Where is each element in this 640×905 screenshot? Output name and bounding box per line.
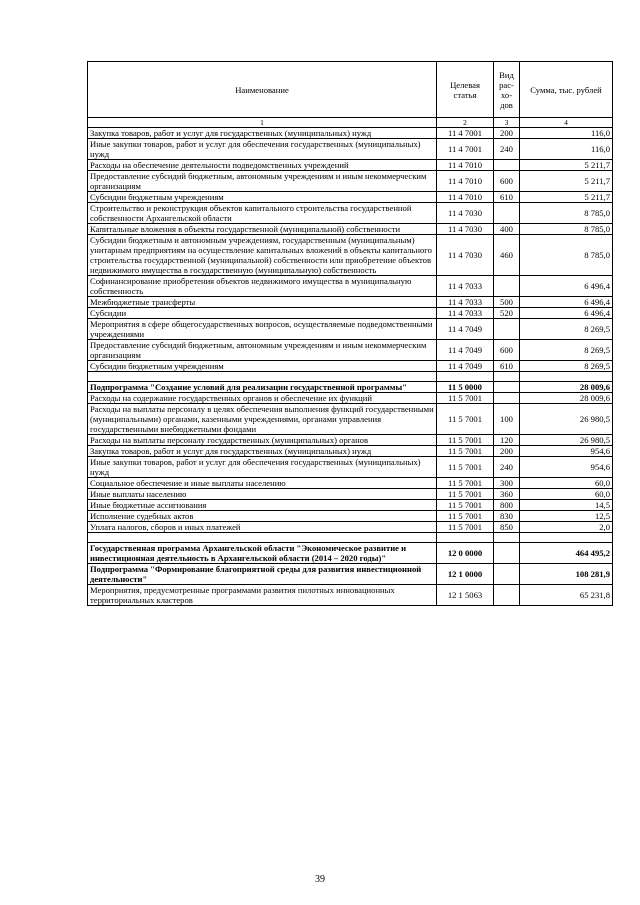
- code-cell: 11 4 7049: [437, 319, 494, 340]
- empty-cell: [520, 533, 613, 543]
- column-number: 4: [520, 118, 613, 128]
- code-cell: 11 5 7001: [437, 522, 494, 533]
- name-cell: Мероприятия в сфере общегосударственных вопросов, осуществляемые подведомственными учреждениями: [88, 319, 437, 340]
- sum-cell: 8 269,5: [520, 361, 613, 372]
- code-cell: 11 5 7001: [437, 511, 494, 522]
- kind-cell: 300: [494, 478, 520, 489]
- name-cell: Расходы на обеспечение деятельности подведомственных учреждений: [88, 160, 437, 171]
- table-row: [88, 128, 613, 139]
- name-cell: Расходы на выплаты персоналу в целях обеспечения выполнения функций государственными (муниципальными) органами, казенными учреждениями, органами управления государственными внебюджетными фондами: [88, 404, 437, 435]
- sum-cell: 116,0: [520, 139, 613, 160]
- kind-cell: 200: [494, 446, 520, 457]
- name-cell: Закупка товаров, работ и услуг для государственных (муниципальных) нужд: [88, 128, 437, 139]
- sum-cell: 28 009,6: [520, 382, 613, 393]
- kind-cell: 120: [494, 435, 520, 446]
- table-row: [88, 224, 613, 235]
- table-row: [88, 192, 613, 203]
- kind-cell: 460: [494, 235, 520, 276]
- table-row: [88, 361, 613, 372]
- name-cell: Субсидии: [88, 308, 437, 319]
- header-kind: Вид рас-хо-дов: [494, 62, 520, 118]
- kind-cell: 600: [494, 340, 520, 361]
- empty-cell: [437, 372, 494, 382]
- code-cell: 11 4 7010: [437, 171, 494, 192]
- empty-cell: [88, 372, 437, 382]
- kind-cell: 600: [494, 171, 520, 192]
- sum-cell: 5 211,7: [520, 192, 613, 203]
- name-cell: Мероприятия, предусмотренные программами развития пилотных инновационных территориальных кластеров: [88, 585, 437, 606]
- code-cell: 11 4 7049: [437, 361, 494, 372]
- code-cell: 11 4 7001: [437, 128, 494, 139]
- kind-cell: [494, 585, 520, 606]
- budget-table-sheet: [87, 61, 612, 606]
- sum-cell: 8 785,0: [520, 203, 613, 224]
- kind-cell: 240: [494, 457, 520, 478]
- code-cell: 11 4 7033: [437, 308, 494, 319]
- table-row: [88, 235, 613, 276]
- name-cell: Субсидии бюджетным и автономным учреждениям, государственным (муниципальным) унитарным предприятиям на осуществление капитальных вложений в объекты капитального строительства государственной (муниципальной) собственности или приобретение объектов недвижимого имущества в государственную (муниципальную) собственность: [88, 235, 437, 276]
- empty-cell: [437, 533, 494, 543]
- name-cell: Строительство и реконструкция объектов капитального строительства государственной собственности Архангельской области: [88, 203, 437, 224]
- kind-cell: 850: [494, 522, 520, 533]
- name-cell: Предоставление субсидий бюджетным, автономным учреждениям и иным некоммерческим организациям: [88, 171, 437, 192]
- table-row: [88, 382, 613, 393]
- sum-cell: 954,6: [520, 457, 613, 478]
- sum-cell: 2,0: [520, 522, 613, 533]
- sum-cell: 8 269,5: [520, 340, 613, 361]
- kind-cell: 500: [494, 297, 520, 308]
- name-cell: Субсидии бюджетным учреждениям: [88, 361, 437, 372]
- code-cell: 11 5 0000: [437, 382, 494, 393]
- table-row: [88, 340, 613, 361]
- sum-cell: 6 496,4: [520, 297, 613, 308]
- code-cell: 12 1 5063: [437, 585, 494, 606]
- empty-cell: [494, 372, 520, 382]
- code-cell: 11 4 7030: [437, 235, 494, 276]
- name-cell: Иные бюджетные ассигнования: [88, 500, 437, 511]
- sum-cell: 5 211,7: [520, 171, 613, 192]
- column-number: 1: [88, 118, 437, 128]
- sum-cell: 60,0: [520, 489, 613, 500]
- sum-cell: 28 009,6: [520, 393, 613, 404]
- kind-cell: 610: [494, 192, 520, 203]
- kind-cell: 800: [494, 500, 520, 511]
- column-number: 2: [437, 118, 494, 128]
- table-row: [88, 435, 613, 446]
- table-spacer-row: [88, 372, 613, 382]
- code-cell: 11 5 7001: [437, 435, 494, 446]
- code-cell: 11 4 7030: [437, 224, 494, 235]
- name-cell: Капитальные вложения в объекты государственной (муниципальной) собственности: [88, 224, 437, 235]
- table-row: [88, 319, 613, 340]
- code-cell: 12 0 0000: [437, 543, 494, 564]
- name-cell: Закупка товаров, работ и услуг для государственных (муниципальных) нужд: [88, 446, 437, 457]
- sum-cell: 8 269,5: [520, 319, 613, 340]
- name-cell: Иные выплаты населению: [88, 489, 437, 500]
- kind-cell: [494, 382, 520, 393]
- kind-cell: [494, 160, 520, 171]
- code-cell: 11 4 7010: [437, 192, 494, 203]
- name-cell: Государственная программа Архангельской области "Экономическое развитие и инвестиционная деятельность в Архангельской области (2014 – 2020 годы)": [88, 543, 437, 564]
- table-row: [88, 297, 613, 308]
- page-number: 39: [315, 874, 325, 885]
- table-row: [88, 308, 613, 319]
- empty-cell: [494, 533, 520, 543]
- code-cell: 11 5 7001: [437, 404, 494, 435]
- sum-cell: 6 496,4: [520, 308, 613, 319]
- name-cell: Расходы на выплаты персоналу государственных (муниципальных) органов: [88, 435, 437, 446]
- table-row: [88, 585, 613, 606]
- sum-cell: 6 496,4: [520, 276, 613, 297]
- sum-cell: 5 211,7: [520, 160, 613, 171]
- kind-cell: 360: [494, 489, 520, 500]
- header-name: Наименование: [88, 62, 437, 118]
- table-row: [88, 203, 613, 224]
- sum-cell: 108 281,9: [520, 564, 613, 585]
- sum-cell: 116,0: [520, 128, 613, 139]
- name-cell: Межбюджетные трансферты: [88, 297, 437, 308]
- empty-cell: [520, 372, 613, 382]
- table-row: [88, 393, 613, 404]
- column-number: 3: [494, 118, 520, 128]
- sum-cell: 65 231,8: [520, 585, 613, 606]
- sum-cell: 26 980,5: [520, 435, 613, 446]
- kind-cell: [494, 564, 520, 585]
- kind-cell: [494, 203, 520, 224]
- sum-cell: 8 785,0: [520, 224, 613, 235]
- table-body: [88, 128, 613, 606]
- code-cell: 11 5 7001: [437, 500, 494, 511]
- code-cell: 11 5 7001: [437, 393, 494, 404]
- code-cell: 11 4 7049: [437, 340, 494, 361]
- name-cell: Подпрограмма "Создание условий для реализации государственной программы": [88, 382, 437, 393]
- code-cell: 11 5 7001: [437, 478, 494, 489]
- kind-cell: 100: [494, 404, 520, 435]
- code-cell: 11 5 7001: [437, 457, 494, 478]
- table-row: [88, 522, 613, 533]
- code-cell: 11 4 7001: [437, 139, 494, 160]
- kind-cell: 200: [494, 128, 520, 139]
- table-row: [88, 171, 613, 192]
- name-cell: Иные закупки товаров, работ и услуг для обеспечения государственных (муниципальных) нужд: [88, 139, 437, 160]
- sum-cell: 464 495,2: [520, 543, 613, 564]
- name-cell: Софинансирование приобретения объектов недвижимого имущества в муниципальную собственность: [88, 276, 437, 297]
- name-cell: Иные закупки товаров, работ и услуг для обеспечения государственных (муниципальных) нужд: [88, 457, 437, 478]
- table-row: [88, 160, 613, 171]
- table-row: [88, 276, 613, 297]
- kind-cell: [494, 319, 520, 340]
- table-row: [88, 511, 613, 522]
- budget-table: [87, 61, 613, 606]
- kind-cell: 400: [494, 224, 520, 235]
- table-row: [88, 404, 613, 435]
- kind-cell: [494, 276, 520, 297]
- code-cell: 11 4 7033: [437, 276, 494, 297]
- table-row: [88, 489, 613, 500]
- column-number-row: [88, 118, 613, 128]
- empty-cell: [88, 533, 437, 543]
- kind-cell: 610: [494, 361, 520, 372]
- name-cell: Предоставление субсидий бюджетным, автономным учреждениям и иным некоммерческим организациям: [88, 340, 437, 361]
- table-row: [88, 457, 613, 478]
- kind-cell: [494, 393, 520, 404]
- code-cell: 12 1 0000: [437, 564, 494, 585]
- code-cell: 11 4 7030: [437, 203, 494, 224]
- kind-cell: 830: [494, 511, 520, 522]
- code-cell: 11 4 7010: [437, 160, 494, 171]
- sum-cell: 954,6: [520, 446, 613, 457]
- kind-cell: 240: [494, 139, 520, 160]
- table-row: [88, 478, 613, 489]
- kind-cell: [494, 543, 520, 564]
- name-cell: Расходы на содержание государственных органов и обеспечение их функций: [88, 393, 437, 404]
- table-row: [88, 446, 613, 457]
- sum-cell: 60,0: [520, 478, 613, 489]
- code-cell: 11 5 7001: [437, 489, 494, 500]
- table-header-row: [88, 62, 613, 118]
- name-cell: Субсидии бюджетным учреждениям: [88, 192, 437, 203]
- name-cell: Исполнение судебных актов: [88, 511, 437, 522]
- header-sum: Сумма, тыс. рублей: [520, 62, 613, 118]
- sum-cell: 14,5: [520, 500, 613, 511]
- code-cell: 11 4 7033: [437, 297, 494, 308]
- table-row: [88, 139, 613, 160]
- code-cell: 11 5 7001: [437, 446, 494, 457]
- sum-cell: 8 785,0: [520, 235, 613, 276]
- header-code: Целевая статья: [437, 62, 494, 118]
- kind-cell: 520: [494, 308, 520, 319]
- name-cell: Подпрограмма "Формирование благоприятной среды для развития инвестиционной деятельности": [88, 564, 437, 585]
- name-cell: Уплата налогов, сборов и иных платежей: [88, 522, 437, 533]
- sum-cell: 26 980,5: [520, 404, 613, 435]
- table-row: [88, 564, 613, 585]
- table-row: [88, 500, 613, 511]
- name-cell: Социальное обеспечение и иные выплаты населению: [88, 478, 437, 489]
- sum-cell: 12,5: [520, 511, 613, 522]
- table-spacer-row: [88, 533, 613, 543]
- table-row: [88, 543, 613, 564]
